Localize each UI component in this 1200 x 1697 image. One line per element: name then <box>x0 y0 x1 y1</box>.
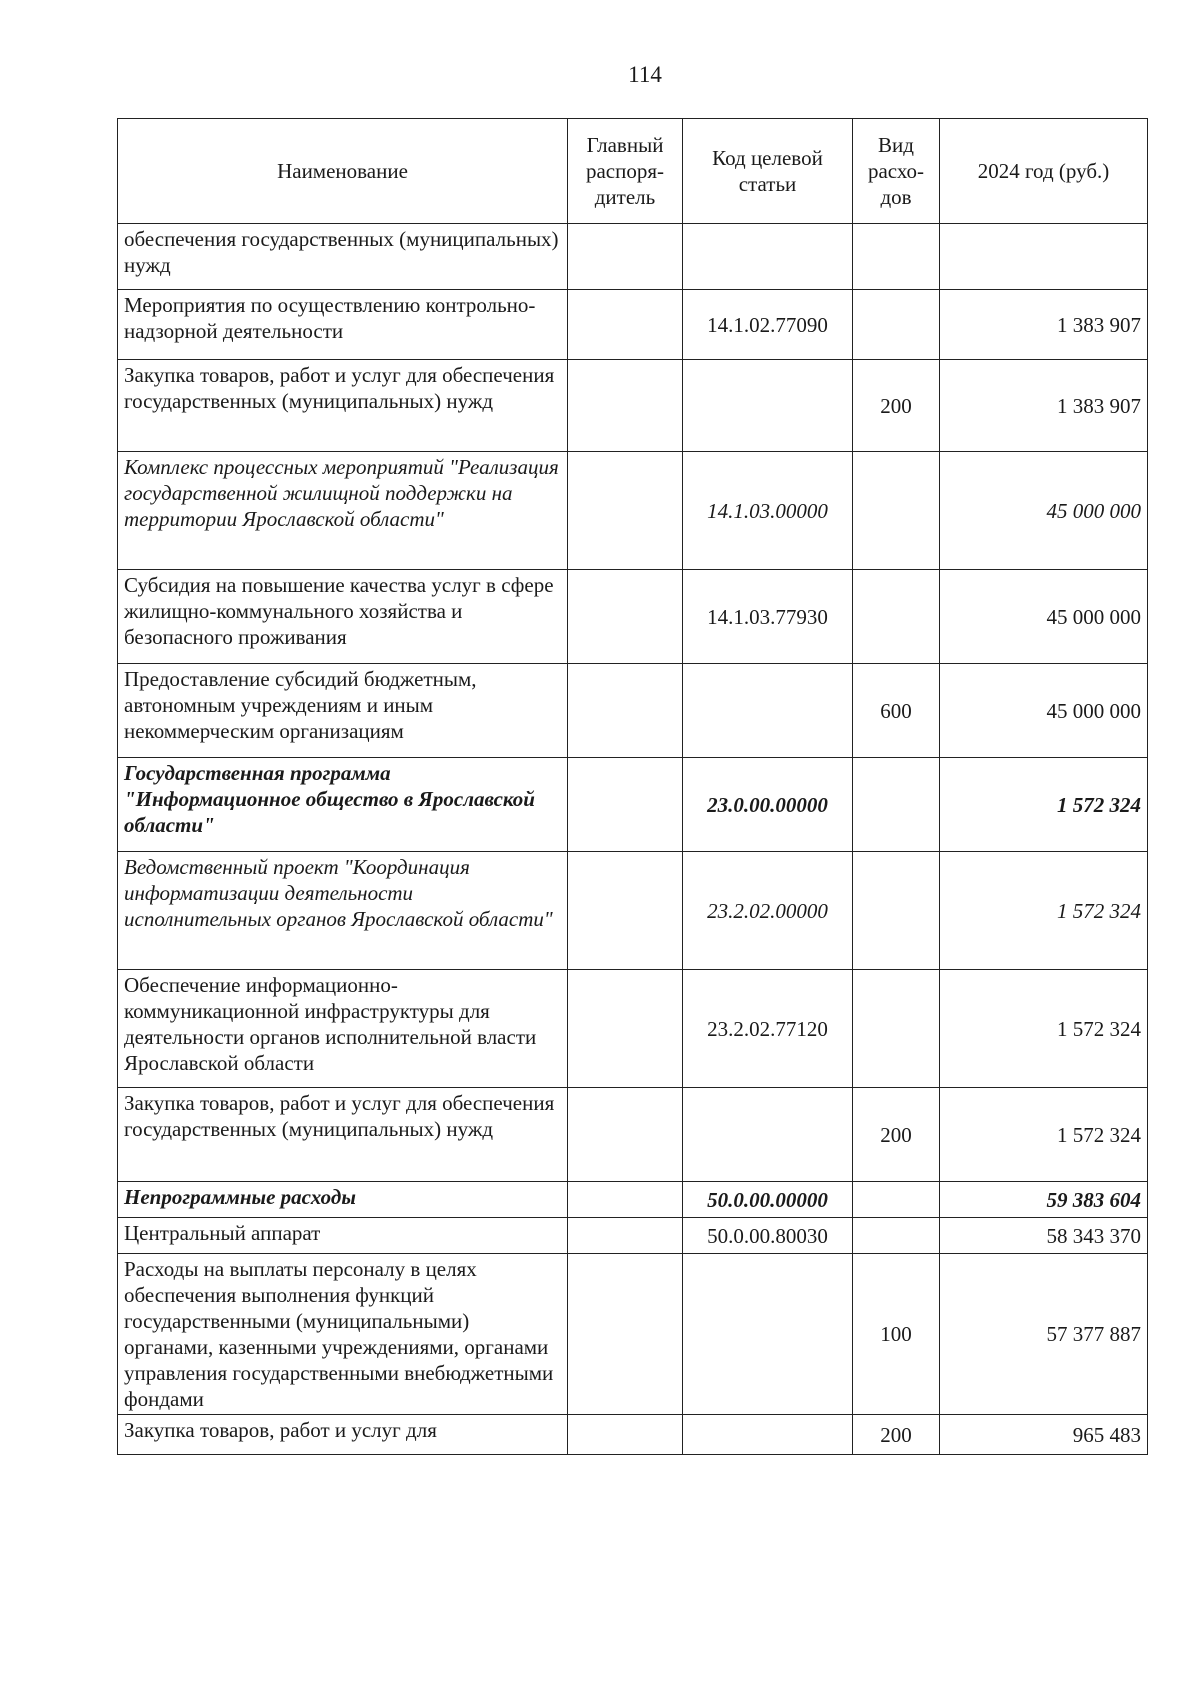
row-name-cell: Закупка товаров, работ и услуг для обеспечения государственных (муниципальных) нужд <box>118 360 568 452</box>
table-row <box>118 852 1148 970</box>
row-name-cell: Предоставление субсидий бюджетным, автономным учреждениям и иным некоммерческим организациям <box>118 664 568 758</box>
row-code-cell <box>683 224 853 290</box>
row-amount-cell: 45 000 000 <box>940 664 1148 758</box>
row-amount-cell: 1 572 324 <box>940 1088 1148 1182</box>
row-amount-cell: 45 000 000 <box>940 452 1148 570</box>
row-manager-cell <box>568 1415 683 1455</box>
table-row <box>118 664 1148 758</box>
row-type-cell: 100 <box>853 1254 940 1415</box>
row-code-cell: 23.2.02.00000 <box>683 852 853 970</box>
row-code-cell: 14.1.03.77930 <box>683 570 853 664</box>
header-name: Наименование <box>118 119 568 224</box>
row-manager-cell <box>568 1088 683 1182</box>
row-type-cell <box>853 852 940 970</box>
table-row <box>118 1182 1148 1218</box>
row-code-cell: 14.1.03.00000 <box>683 452 853 570</box>
row-manager-cell <box>568 1182 683 1218</box>
row-manager-cell <box>568 852 683 970</box>
row-manager-cell <box>568 290 683 360</box>
row-amount-cell: 965 483 <box>940 1415 1148 1455</box>
row-type-cell <box>853 970 940 1088</box>
row-type-cell <box>853 570 940 664</box>
row-amount-cell: 1 383 907 <box>940 290 1148 360</box>
row-manager-cell <box>568 570 683 664</box>
row-type-cell: 200 <box>853 1088 940 1182</box>
row-name-cell: Закупка товаров, работ и услуг для обеспечения государственных (муниципальных) нужд <box>118 1088 568 1182</box>
row-code-cell <box>683 360 853 452</box>
row-code-cell <box>683 1415 853 1455</box>
row-amount-cell: 1 572 324 <box>940 970 1148 1088</box>
row-code-cell <box>683 664 853 758</box>
header-code: Код целевой статьи <box>683 119 853 224</box>
row-amount-cell: 1 572 324 <box>940 852 1148 970</box>
row-amount-cell: 1 383 907 <box>940 360 1148 452</box>
row-code-cell <box>683 1088 853 1182</box>
row-name-cell: Центральный аппарат <box>118 1218 568 1254</box>
row-name-cell: Государственная программа "Информационное общество в Ярославской области" <box>118 758 568 852</box>
row-type-cell <box>853 290 940 360</box>
table-row <box>118 224 1148 290</box>
row-name-cell: обеспечения государственных (муниципальных) нужд <box>118 224 568 290</box>
table-row <box>118 1088 1148 1182</box>
row-name-cell: Ведомственный проект "Координация информатизации деятельности исполнительных органов Ярославской области" <box>118 852 568 970</box>
row-amount-cell: 58 343 370 <box>940 1218 1148 1254</box>
row-name-cell: Непрограммные расходы <box>118 1182 568 1218</box>
row-manager-cell <box>568 970 683 1088</box>
row-type-cell <box>853 1218 940 1254</box>
row-code-cell: 50.0.00.00000 <box>683 1182 853 1218</box>
row-name-cell: Обеспечение информационно-коммуникационной инфраструктуры для деятельности органов исполнительной власти Ярославской области <box>118 970 568 1088</box>
row-amount-cell <box>940 224 1148 290</box>
row-type-cell <box>853 452 940 570</box>
row-manager-cell <box>568 758 683 852</box>
table-header-row <box>118 119 1148 224</box>
table-row <box>118 1254 1148 1415</box>
row-name-cell: Субсидия на повышение качества услуг в сфере жилищно-коммунального хозяйства и безопасного проживания <box>118 570 568 664</box>
row-code-cell: 14.1.02.77090 <box>683 290 853 360</box>
row-manager-cell <box>568 360 683 452</box>
row-type-cell: 200 <box>853 1415 940 1455</box>
row-code-cell: 23.0.00.00000 <box>683 758 853 852</box>
row-manager-cell <box>568 452 683 570</box>
row-name-cell: Расходы на выплаты персоналу в целях обеспечения выполнения функций государственными (муниципальными) органами, казенными учреждениями, органами управления государственными внебюджетными фондами <box>118 1254 568 1415</box>
table-row <box>118 758 1148 852</box>
row-type-cell: 200 <box>853 360 940 452</box>
row-manager-cell <box>568 224 683 290</box>
row-manager-cell <box>568 664 683 758</box>
row-amount-cell: 1 572 324 <box>940 758 1148 852</box>
table-row <box>118 360 1148 452</box>
row-amount-cell: 59 383 604 <box>940 1182 1148 1218</box>
row-code-cell: 23.2.02.77120 <box>683 970 853 1088</box>
budget-table <box>117 118 1148 1455</box>
row-manager-cell <box>568 1254 683 1415</box>
row-amount-cell: 57 377 887 <box>940 1254 1148 1415</box>
row-type-cell: 600 <box>853 664 940 758</box>
header-manager: Главный распоря-дитель <box>568 119 683 224</box>
table-row <box>118 1218 1148 1254</box>
page-number: 114 <box>628 62 662 87</box>
table-body <box>118 224 1148 1455</box>
row-type-cell <box>853 224 940 290</box>
row-type-cell <box>853 1182 940 1218</box>
row-code-cell: 50.0.00.80030 <box>683 1218 853 1254</box>
row-name-cell: Закупка товаров, работ и услуг для <box>118 1415 568 1455</box>
header-amount: 2024 год (руб.) <box>940 119 1148 224</box>
table-row <box>118 290 1148 360</box>
row-name-cell: Мероприятия по осуществлению контрольно-надзорной деятельности <box>118 290 568 360</box>
table-row <box>118 1415 1148 1455</box>
row-code-cell <box>683 1254 853 1415</box>
header-type: Вид расхо-дов <box>853 119 940 224</box>
row-amount-cell: 45 000 000 <box>940 570 1148 664</box>
row-name-cell: Комплекс процессных мероприятий "Реализация государственной жилищной поддержки на территории Ярославской области" <box>118 452 568 570</box>
table-row <box>118 570 1148 664</box>
row-manager-cell <box>568 1218 683 1254</box>
table-row <box>118 452 1148 570</box>
table-row <box>118 970 1148 1088</box>
row-type-cell <box>853 758 940 852</box>
